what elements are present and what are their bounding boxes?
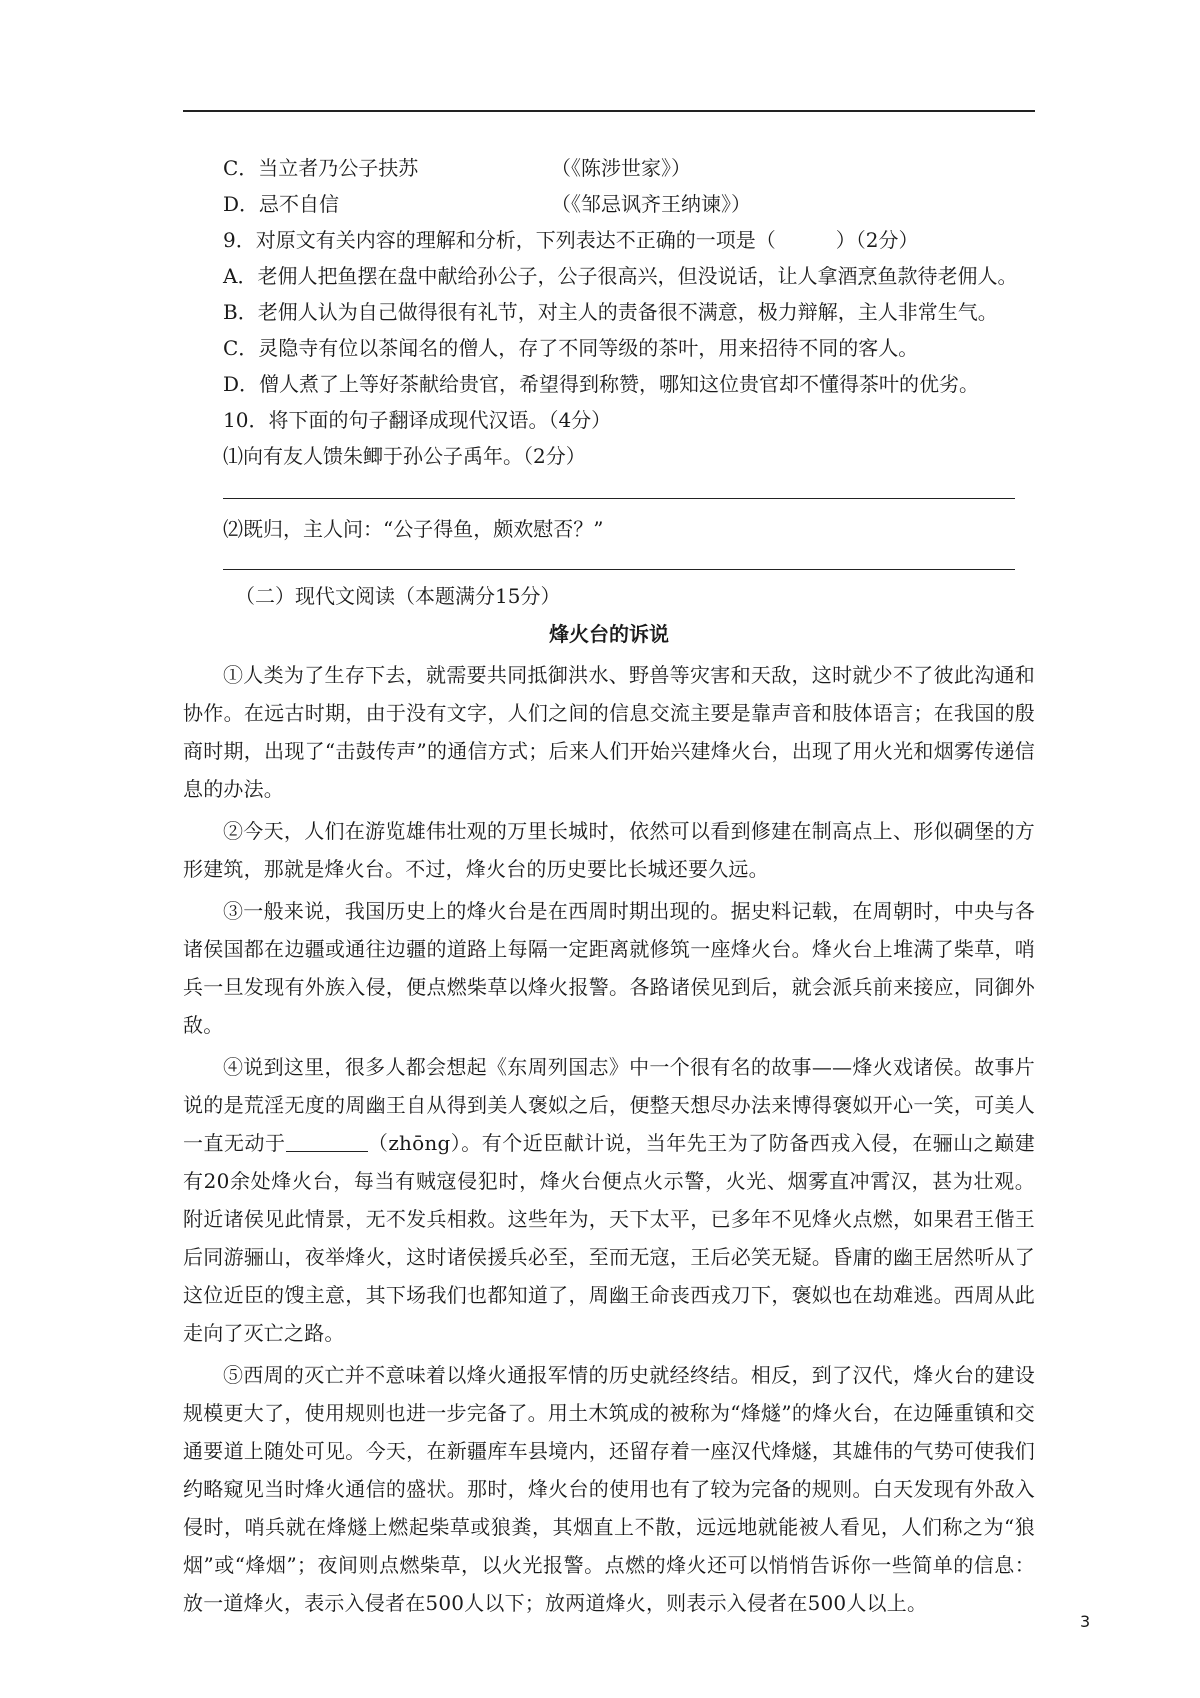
paragraph-3: ③一般来说，我国历史上的烽火台是在西周时期出现的。据史料记载，在周朝时，中央与各诸侯国都在边疆或通往边疆的道路上每隔一定距离就修筑一座烽火台。烽火台上堆满了柴草，哨兵一旦发现有外族入侵，便点燃柴草以烽火报警。各路诸侯见到后，就会派兵前来接应，同御外敌。: [183, 899, 1035, 1037]
question-10-sub1: ⑴向有友人馈朱鲫于孙公子禹年。（2分）: [223, 444, 586, 468]
article-title: 烽火台的诉说: [549, 622, 669, 646]
paragraph-4: [183, 1048, 1035, 1352]
page-number: 3: [1080, 1612, 1091, 1631]
paragraph-4-part-a: ④说到这里，很多人都会想起《东周列国志》中一个很有名的故事——烽火戏诸侯。故事片说的是荒淫无度的周幽王自从得到美人褒姒之后，便整天想尽办法来博得褒姒开心一笑，可美人一直无动于: [183, 1055, 1035, 1155]
answer-line-2[interactable]: [223, 569, 1015, 570]
pinyin-hint: （zhōng）: [367, 1131, 462, 1155]
question-9-option-a-text: A．老佣人把鱼摆在盘中献给孙公子，公子很高兴，但没说话，让人拿酒烹鱼款待老佣人。: [223, 264, 1018, 288]
question-9-option-b: B．老佣人认为自己做得很有礼节，对主人的责备很不满意，极力辩解，主人非常生气。: [223, 300, 998, 324]
question-9-option-d: D．僧人煮了上等好茶献给贵官，希望得到称赞，哪知这位贵官却不懂得茶叶的优劣。: [223, 372, 980, 396]
answer-line-1[interactable]: [223, 498, 1015, 499]
option-d-source: （《邹忌讽齐王纳谏》）: [551, 192, 751, 216]
option-d-line: [183, 186, 1035, 222]
paragraph-5: ⑤西周的灭亡并不意味着以烽火通报军情的历史就经终结。相反，到了汉代，烽火台的建设规模更大了，使用规则也进一步完备了。用土木筑成的被称为“烽燧”的烽火台，在边陲重镇和交通要道上随处可见。今天，在新疆库车县境内，还留存着一座汉代烽燧，其雄伟的气势可使我们约略窥见当时烽火通信的盛状。那时，烽火台的使用也有了较为完备的规则。白天发现有外敌入侵时，哨兵就在烽燧上燃起柴草或狼粪，其烟直上不散，远远地就能被人看见，人们称之为“狼烟”或“烽烟”；夜间则点燃柴草，以火光报警。点燃的烽火还可以悄悄告诉你一些简单的信息：放一道烽火，表示入侵者在500人以下；放两道烽火，则表示入侵者在500人以上。: [183, 1363, 1035, 1615]
option-c-source: （《陈涉世家》）: [551, 156, 691, 180]
question-9-stem: 9．对原文有关内容的理解和分析，下列表达不正确的一项是（ ）（2分）: [223, 228, 919, 252]
question-9-option-c: C．灵隐寺有位以茶闻名的僧人，存了不同等级的茶叶，用来招待不同的客人。: [223, 336, 919, 360]
paragraph-4-part-b: 。有个近臣献计说，当年先王为了防备西戎入侵，在骊山之巅建有20余处烽火台，每当有贼寇侵犯时，烽火台便点火示警，火光、烟雾直冲霄汉，甚为壮观。附近诸侯见此情景，无不发兵相救。这些年为，天下太平，已多年不见烽火点燃，如果君王偕王后同游骊山，夜举烽火，这时诸侯援兵必至，至而无寇，王后必笑无疑。昏庸的幽王居然听从了这位近臣的馊主意，其下场我们也都知道了，周幽王命丧西戎刀下，褒姒也在劫难逃。西周从此走向了灭亡之路。: [183, 1131, 1035, 1345]
header-rule: [183, 110, 1035, 112]
question-9-option-a: [183, 258, 1035, 294]
option-c-line: [183, 150, 1035, 186]
paragraph-1: ①人类为了生存下去，就需要共同抵御洪水、野兽等灾害和天敌，这时就少不了彼此沟通和协作。在远古时期，由于没有文字，人们之间的信息交流主要是靠声音和肢体语言；在我国的殷商时期，出现了“击鼓传声”的通信方式；后来人们开始兴建烽火台，出现了用火光和烟雾传递信息的办法。: [183, 663, 1035, 801]
option-c-text: C．当立者乃公子扶苏: [223, 156, 419, 180]
option-d-text: D．忌不自信: [223, 192, 340, 216]
fill-in-blank[interactable]: [286, 1129, 368, 1152]
question-10-sub2: ⑵既归，主人问：“公子得鱼，颇欢慰否？”: [223, 517, 604, 541]
paragraph-2: ②今天，人们在游览雄伟壮观的万里长城时，依然可以看到修建在制高点上、形似碉堡的方形建筑，那就是烽火台。不过，烽火台的历史要比长城还要久远。: [183, 819, 1035, 881]
section-heading: （二）现代文阅读（本题满分15分）: [235, 584, 561, 608]
page-content: [183, 150, 1035, 1626]
question-10-stem: 10．将下面的句子翻译成现代汉语。（4分）: [223, 408, 612, 432]
